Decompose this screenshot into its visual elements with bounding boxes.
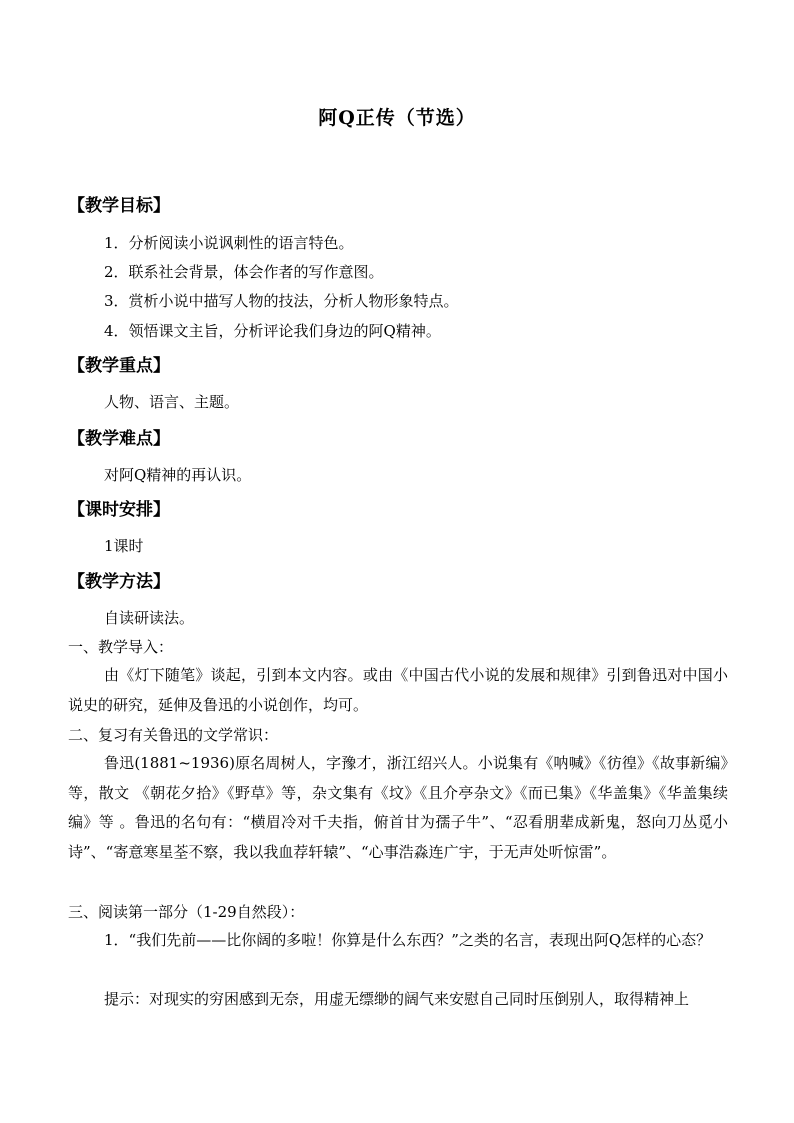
intro-paragraph: 由《灯下随笔》谈起，引到本文内容。或由《中国古代小说的发展和规律》引到鲁迅对中国小说史的研究，延伸及鲁迅的小说创作，均可。 [68, 666, 728, 714]
method-heading: 【教学方法】 [68, 572, 170, 592]
review-paragraph: 鲁迅(1881~1936)原名周树人，字豫才，浙江绍兴人。小说集有《呐喊》《彷徨》《故事新编》等，散文 《朝花夕拾》《野草》等，杂文集有《坟》《且介亭杂文》《而已集》《华盖集》《华盖集续编》等 。鲁迅的名句有：“横眉冷对千夫指，俯首甘为孺子牛”、“忍看朋辈成新鬼，怒向刀丛觅小诗”、“寄意寒星荃不察，我以我血荐轩辕”、“心事浩淼连广宇，于无声处听惊雷”。 [68, 754, 728, 861]
hint-1: 提示：对现实的穷困感到无奈，用虚无缥缈的阔气来安慰自己同时压倒别人，取得精神上 [104, 990, 690, 1008]
goal-item-3: 3．赏析小说中描写人物的技法，分析人物形象特点。 [104, 292, 459, 310]
question-1: 1．“我们先前——比你阔的多啦！你算是什么东西？”之类的名言，表现出阿Q怎样的心态？ [104, 931, 712, 949]
schedule-text: 1课时 [104, 537, 144, 555]
reading-heading: 三、阅读第一部分（1-29自然段）： [68, 903, 305, 921]
goal-item-1: 1．分析阅读小说讽刺性的语言特色。 [104, 234, 354, 252]
document-title: 阿Q正传（节选） [318, 107, 476, 129]
goal-item-2: 2．联系社会背景，体会作者的写作意图。 [104, 263, 384, 281]
focus-text: 人物、语言、主题。 [104, 393, 240, 411]
method-text: 自读研读法。 [104, 609, 195, 627]
review-heading: 二、复习有关鲁迅的文学常识： [68, 726, 279, 744]
schedule-heading: 【课时安排】 [68, 500, 170, 520]
goals-heading: 【教学目标】 [68, 196, 170, 216]
focus-heading: 【教学重点】 [68, 356, 170, 376]
intro-heading: 一、教学导入： [68, 638, 174, 656]
difficulty-text: 对阿Q精神的再认识。 [104, 466, 252, 484]
goal-item-4: 4．领悟课文主旨，分析评论我们身边的阿Q精神。 [104, 322, 441, 340]
difficulty-heading: 【教学难点】 [68, 429, 170, 449]
